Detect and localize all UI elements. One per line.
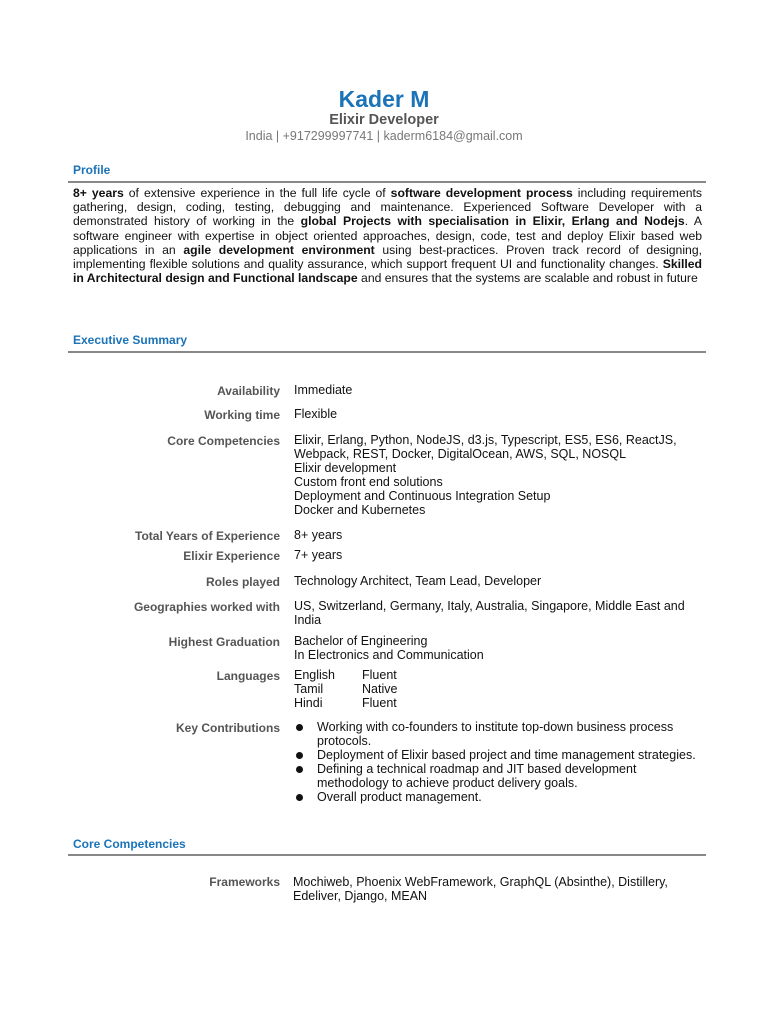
- availability-value: Immediate: [294, 383, 353, 397]
- core-competencies-line: Docker and Kubernetes: [294, 503, 426, 517]
- language-name: Tamil: [294, 682, 324, 696]
- working-time-label: Working time: [204, 408, 280, 422]
- profile-text-segment: using best-practices. Proven track record of designing, implementing flexible solutions and quality assurance, which support frequent UI and functionality changes.: [73, 242, 702, 272]
- profile-heading: Profile: [73, 163, 111, 177]
- key-contributions-label: Key Contributions: [176, 721, 280, 735]
- elixir-experience-value: 7+ years: [294, 548, 343, 562]
- geographies-value: US, Switzerland, Germany, Italy, Australia, Singapore, Middle East and India: [294, 599, 685, 627]
- profile-highlight: 8+ years: [73, 186, 124, 200]
- total-experience-label: Total Years of Experience: [135, 529, 280, 543]
- working-time-value: Flexible: [294, 407, 338, 421]
- language-row: [294, 668, 709, 682]
- list-item: [294, 790, 709, 804]
- graduation-label: Highest Graduation: [168, 635, 280, 649]
- languages-label: Languages: [216, 669, 280, 683]
- geographies-label: Geographies worked with: [133, 600, 280, 614]
- total-experience-value: 8+ years: [294, 528, 343, 542]
- graduation-line: In Electronics and Communication: [294, 648, 484, 662]
- list-item-text: Overall product management.: [317, 790, 482, 804]
- list-item-text: Working with co-founders to institute top-down business process protocols.: [317, 720, 674, 748]
- languages-value: [294, 668, 709, 710]
- graduation-value: [294, 634, 709, 662]
- executive-summary-heading: Executive Summary: [73, 333, 188, 347]
- profile-highlight: software development process: [390, 186, 573, 200]
- roles-played-value: Technology Architect, Team Lead, Developer: [294, 574, 542, 588]
- language-name: Hindi: [294, 696, 323, 710]
- executive-summary-divider: [68, 351, 706, 353]
- graduation-line: Bachelor of Engineering: [294, 634, 428, 648]
- frameworks-value: Mochiweb, Phoenix WebFramework, GraphQL (Absinthe), Distillery, Edeliver, Django, MEAN: [293, 875, 668, 903]
- contact-info: India | +917299997741 | kaderm6184@gmail.com: [245, 129, 523, 143]
- bullet-icon: [296, 766, 303, 773]
- bullet-icon: [296, 752, 303, 759]
- core-competencies-line: Elixir, Erlang, Python, NodeJS, d3.js, Typescript, ES5, ES6, ReactJS, Webpack, REST, Docker, DigitalOcean, AWS, SQL, NOSQL: [294, 433, 677, 461]
- profile-text-segment: of extensive experience in the full life cycle of: [123, 186, 391, 200]
- profile-text-segment: . A software engineer with expertise in object oriented approaches, design, code, test and deploy Elixir based web applications in an: [73, 214, 703, 257]
- language-level: Fluent: [362, 668, 397, 682]
- availability-label: Availability: [217, 384, 280, 398]
- bullet-icon: [296, 724, 303, 731]
- core-competencies-line: Deployment and Continuous Integration Setup: [294, 489, 551, 503]
- candidate-role: Elixir Developer: [329, 112, 439, 128]
- language-level: Native: [362, 682, 398, 696]
- elixir-experience-label: Elixir Experience: [183, 549, 280, 563]
- frameworks-label: Frameworks: [209, 875, 280, 889]
- profile-highlight: Skilled in Architectural design and Functional landscape: [73, 257, 702, 286]
- list-item: [294, 748, 709, 762]
- core-competencies-value: [294, 433, 709, 517]
- language-level: Fluent: [362, 696, 397, 710]
- language-row: [294, 696, 709, 710]
- candidate-name: Kader M: [338, 86, 430, 112]
- list-item-text: Defining a technical roadmap and JIT based development methodology to achieve product delivery goals.: [317, 762, 637, 790]
- core-competencies-heading: Core Competencies: [73, 837, 186, 851]
- profile-text-segment: and ensures that the systems are scalable and robust in future: [357, 271, 698, 286]
- core-competencies-line: Elixir development: [294, 461, 397, 475]
- profile-text-segment: including requirements gathering, design, coding, testing, debugging and maintenance. Experienced Software Developer with a demonstrated history of working in the: [73, 186, 702, 229]
- bullet-icon: [296, 794, 303, 801]
- list-item: [294, 720, 709, 748]
- language-row: [294, 682, 709, 696]
- profile-divider: [68, 181, 706, 183]
- profile-highlight: global Projects with specialisation in Elixir, Erlang and Nodejs: [300, 214, 685, 229]
- core-competencies-divider: [68, 854, 706, 856]
- core-competencies-line: Custom front end solutions: [294, 475, 443, 489]
- language-name: English: [294, 668, 335, 682]
- key-contributions-list: [294, 720, 709, 804]
- list-item-text: Deployment of Elixir based project and time management strategies.: [317, 748, 696, 762]
- roles-played-label: Roles played: [205, 575, 280, 589]
- core-competencies-label: Core Competencies: [167, 434, 280, 448]
- list-item: [294, 762, 709, 790]
- profile-highlight: agile development environment: [183, 242, 375, 257]
- profile-paragraph: [73, 186, 702, 285]
